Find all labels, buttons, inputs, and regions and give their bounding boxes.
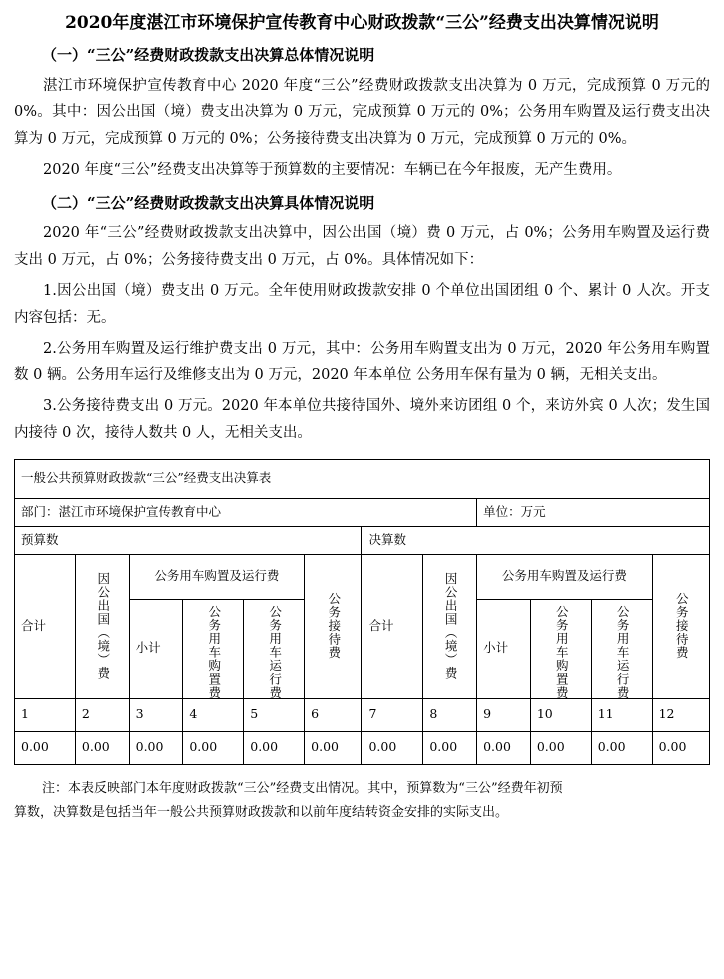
table-cell-value: 0.00 <box>129 731 183 764</box>
table-cell-value: 0.00 <box>423 731 477 764</box>
table-cell-value: 0.00 <box>652 731 709 764</box>
table-group-final: 决算数 <box>362 526 710 554</box>
col-number: 7 <box>362 698 423 731</box>
finance-table-wrapper <box>14 459 710 765</box>
page-title: 2020年度湛江市环境保护宣传教育中心财政拨款“三公”经费支出决算情况说明 <box>65 13 659 33</box>
finance-table <box>14 459 710 765</box>
table-row-dept <box>15 498 710 526</box>
header-final-abroad: 因公出国（境）费 <box>423 554 477 698</box>
col-number: 10 <box>530 698 591 731</box>
header-final-car-purchase: 公务用车购置费 <box>530 599 591 698</box>
col-number: 8 <box>423 698 477 731</box>
col-number: 12 <box>652 698 709 731</box>
col-number: 2 <box>75 698 129 731</box>
header-budget-car-group: 公务用车购置及运行费 <box>129 554 305 599</box>
header-final-car-sub: 小计 <box>477 599 531 698</box>
table-note-line-1: 注：本表反映部门本年度财政拨款“三公”经费支出情况。其中，预算数为“三公”经费年初预 <box>42 780 563 796</box>
header-budget-car-sub: 小计 <box>129 599 183 698</box>
header-budget-abroad: 因公出国（境）费 <box>75 554 129 698</box>
table-cell-value: 0.00 <box>15 731 76 764</box>
paragraph-detail-vehicle: 2.公务用车购置及运行维护费支出 0 万元，其中：公务用车购置支出为 0 万元，2020 年公务用车购置数 0 辆。公务用车运行及维修支出为 0 万元，2020 年本单位 公务用车保有量为 0 辆，无相关支出。 <box>14 340 710 384</box>
col-number: 4 <box>183 698 244 731</box>
table-cell-value: 0.00 <box>305 731 362 764</box>
table-cell-value: 0.00 <box>477 731 531 764</box>
col-number: 5 <box>244 698 305 731</box>
table-group-budget: 预算数 <box>15 526 362 554</box>
section-heading-1: （一）“三公”经费财政拨款支出决算总体情况说明 <box>42 46 375 65</box>
section-heading-2: （二）“三公”经费财政拨款支出决算具体情况说明 <box>42 193 375 212</box>
header-budget-car-purchase: 公务用车购置费 <box>183 599 244 698</box>
paragraph-overall-summary: 湛江市环境保护宣传教育中心 2020 年度“三公”经费财政拨款支出决算为 0 万元，完成预算 0 万元的 0%。其中：因公出国（境）费支出决算为 0 万元，完成预算 0 万元的 0%；公务用车购置及运行费支出决算为 0 万元，完成预算 0 万元的 0%；公务接待费支出决算为 0 万元，完成预算 0 万元的 0%。 <box>14 77 710 148</box>
table-row-groups <box>15 526 710 554</box>
col-number: 1 <box>15 698 76 731</box>
header-final-car-group: 公务用车购置及运行费 <box>477 554 653 599</box>
paragraph-detail-intro: 2020 年“三公”经费财政拨款支出决算中，因公出国（境）费 0 万元，占 0%；公务用车购置及运行费支出 0 万元，占 0%；公务接待费支出 0 万元，占 0%。具体情况如下： <box>14 225 710 269</box>
table-row-column-numbers <box>15 698 710 731</box>
paragraph-detail-abroad: 1.因公出国（境）费支出 0 万元。全年使用财政拨款安排 0 个单位出国团组 0 个、累计 0 人次。开支内容包括：无。 <box>14 282 710 326</box>
header-budget-hospitality: 公务接待费 <box>305 554 362 698</box>
header-final-car-operate: 公务用车运行费 <box>591 599 652 698</box>
table-row-caption <box>15 459 710 498</box>
table-cell-value: 0.00 <box>183 731 244 764</box>
table-cell-value: 0.00 <box>530 731 591 764</box>
header-final-hospitality: 公务接待费 <box>652 554 709 698</box>
table-unit-label: 单位：万元 <box>477 498 710 526</box>
table-cell-value: 0.00 <box>362 731 423 764</box>
paragraph-reason: 2020 年度“三公”经费支出决算等于预算数的主要情况：车辆已在今年报废，无产生费用。 <box>43 162 622 179</box>
table-dept-label: 部门：湛江市环境保护宣传教育中心 <box>15 498 477 526</box>
table-row-header-top <box>15 554 710 599</box>
table-caption: 一般公共预算财政拨款“三公”经费支出决算表 <box>15 459 710 498</box>
table-note-line-2: 算数，决算数是包括当年一般公共预算财政拨款和以前年度结转资金安排的实际支出。 <box>14 804 509 820</box>
col-number: 6 <box>305 698 362 731</box>
header-budget-car-operate: 公务用车运行费 <box>244 599 305 698</box>
table-cell-value: 0.00 <box>75 731 129 764</box>
col-number: 3 <box>129 698 183 731</box>
col-number: 9 <box>477 698 531 731</box>
header-final-total: 合计 <box>362 554 423 698</box>
table-cell-value: 0.00 <box>244 731 305 764</box>
table-row-values <box>15 731 710 764</box>
header-budget-total: 合计 <box>15 554 76 698</box>
paragraph-detail-hospitality: 3.公务接待费支出 0 万元。2020 年本单位共接待国外、境外来访团组 0 个，来访外宾 0 人次；发生国内接待 0 次，接待人数共 0 人，无相关支出。 <box>14 398 710 442</box>
table-cell-value: 0.00 <box>591 731 652 764</box>
col-number: 11 <box>591 698 652 731</box>
